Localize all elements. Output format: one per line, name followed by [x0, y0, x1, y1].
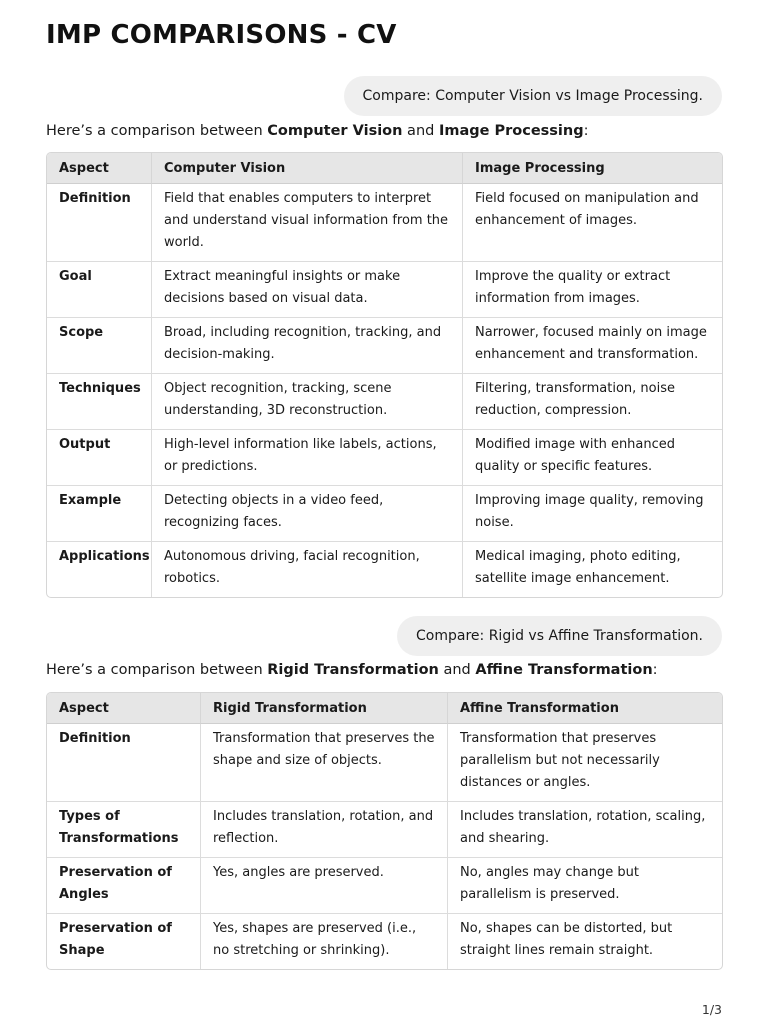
intro-mid: and: [438, 662, 476, 678]
table-cell: Broad, including recognition, tracking, and decision-making.: [152, 318, 463, 374]
table-cell: Medical imaging, photo editing, satellite image enhancement.: [475, 549, 681, 586]
table-cell: Improve the quality or extract information from images.: [463, 262, 722, 318]
aspect-cell: Definition: [47, 724, 201, 802]
comparison-intro: [46, 662, 658, 678]
table-cell: No, shapes can be distorted, but straight lines remain straight.: [460, 921, 673, 958]
intro-prefix: Here’s a comparison between: [46, 662, 268, 678]
table-cell: Field that enables computers to interpret and understand visual information from the world.: [152, 184, 463, 262]
aspect-cell: Scope: [47, 318, 152, 374]
column-header-image-processing: Image Processing: [463, 153, 722, 184]
aspect-cell: Preservation of Shape: [47, 914, 201, 969]
table-row: [47, 802, 722, 858]
table-row: [47, 318, 722, 374]
column-header-aspect: Aspect: [47, 693, 201, 724]
table-row: [47, 184, 722, 262]
table-row: [47, 262, 722, 318]
intro-term-2: Affine Transformation: [475, 662, 653, 678]
intro-term-2: Image Processing: [438, 123, 584, 139]
table-cell: No, angles may change but parallelism is preserved.: [448, 858, 722, 914]
intro-suffix: :: [583, 123, 589, 139]
aspect-cell: Definition: [47, 184, 152, 262]
page-title: IMP COMPARISONS - CV: [46, 20, 397, 50]
aspect-cell: Techniques: [47, 374, 152, 430]
table-cell: Detecting objects in a video feed, recognizing faces.: [152, 486, 463, 542]
comparison-table: [46, 692, 723, 970]
table-cell: Narrower, focused mainly on image enhancement and transformation.: [463, 318, 722, 374]
intro-prefix: Here’s a comparison between: [46, 123, 268, 139]
table-row: [47, 914, 722, 969]
table-cell: Field focused on manipulation and enhancement of images.: [463, 184, 722, 262]
table-cell: Object recognition, tracking, scene understanding, 3D reconstruction.: [152, 374, 463, 430]
column-header-affine-transformation: Affine Transformation: [448, 693, 722, 724]
table-cell: Filtering, transformation, noise reduction, compression.: [463, 374, 722, 430]
comparison-table: [46, 152, 723, 598]
page-number: 1/3: [701, 1002, 722, 1017]
table-cell: Yes, shapes are preserved (i.e., no stretching or shrinking).: [201, 914, 448, 969]
table-cell: Modified image with enhanced quality or specific features.: [463, 430, 722, 486]
table-row: [47, 858, 722, 914]
table-cell: High-level information like labels, actions, or predictions.: [152, 430, 463, 486]
comparison-intro: [46, 123, 589, 139]
table-header-row: [47, 153, 722, 184]
table-cell: Transformation that preserves the shape and size of objects.: [201, 724, 448, 802]
table-cell: Includes translation, rotation, scaling, and shearing.: [448, 802, 722, 858]
table-row: [47, 374, 722, 430]
column-header-rigid-transformation: Rigid Transformation: [201, 693, 448, 724]
intro-term-1: Rigid Transformation: [267, 662, 439, 678]
table-cell: Improving image quality, removing noise.: [463, 486, 722, 542]
column-header-computer-vision: Computer Vision: [152, 153, 463, 184]
aspect-cell: Goal: [47, 262, 152, 318]
column-header-aspect: Aspect: [47, 153, 152, 184]
intro-mid: and: [402, 123, 439, 139]
table-row: [47, 542, 722, 597]
aspect-cell: Types of Transformations: [47, 802, 201, 858]
intro-suffix: :: [652, 662, 658, 678]
aspect-cell: Example: [47, 486, 152, 542]
table-row: [47, 486, 722, 542]
aspect-cell: Applications: [47, 542, 152, 597]
table-cell: Yes, angles are preserved.: [201, 858, 448, 914]
table-cell: Autonomous driving, facial recognition, robotics.: [152, 542, 463, 597]
aspect-cell: Preservation of Angles: [47, 858, 201, 914]
user-prompt-bubble: Compare: Rigid vs Affine Transformation.: [397, 616, 722, 656]
user-prompt-bubble: Compare: Computer Vision vs Image Processing.: [344, 76, 722, 116]
table-cell: Includes translation, rotation, and reflection.: [201, 802, 448, 858]
aspect-cell: Output: [47, 430, 152, 486]
table-header-row: [47, 693, 722, 724]
table-row: [47, 724, 722, 802]
table-cell: Transformation that preserves parallelism but not necessarily distances or angles.: [448, 724, 722, 802]
table-cell: Extract meaningful insights or make decisions based on visual data.: [152, 262, 463, 318]
intro-term-1: Computer Vision: [267, 123, 403, 139]
table-row: [47, 430, 722, 486]
